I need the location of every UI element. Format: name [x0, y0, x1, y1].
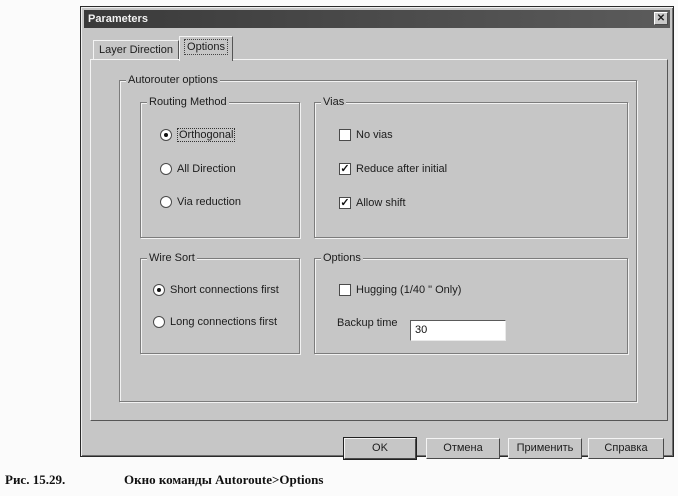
short-connections-first-label: Short connections first — [170, 284, 279, 296]
radio-button[interactable] — [160, 163, 172, 175]
wire-sort-group — [140, 252, 300, 354]
ok-button[interactable]: OK — [344, 438, 416, 459]
vias-group — [314, 96, 628, 238]
window-title: Parameters — [88, 13, 148, 25]
allow-shift-label: Allow shift — [356, 197, 406, 209]
hugging-label: Hugging (1/40 " Only) — [356, 284, 462, 296]
figure-number: Рис. 15.29. — [5, 472, 66, 487]
apply-button[interactable]: Применить — [508, 438, 582, 459]
routing-method-label: Routing Method — [149, 96, 227, 108]
routing-method-group — [140, 96, 300, 238]
all-direction-label: All Direction — [177, 163, 236, 175]
tab-layer-direction[interactable] — [93, 40, 179, 60]
options-label: Options — [323, 252, 361, 264]
radio-button-selected[interactable] — [160, 129, 172, 141]
tab-layer-direction-label: Layer Direction — [99, 44, 173, 56]
radio-button[interactable] — [160, 196, 172, 208]
options-tab-panel — [90, 59, 668, 421]
title-bar[interactable] — [84, 10, 670, 28]
tab-options-label: Options — [184, 39, 228, 55]
help-button[interactable]: Справка — [588, 438, 664, 459]
figure-caption: Окно команды Autoroute>Options — [124, 472, 324, 487]
backup-time-input[interactable]: 30 — [410, 320, 506, 341]
radio-button-selected[interactable] — [153, 284, 165, 296]
autorouter-options-label: Autorouter options — [128, 74, 218, 86]
close-icon: ✕ — [656, 13, 666, 24]
reduce-after-initial-label: Reduce after initial — [356, 163, 448, 175]
check-icon[interactable]: ✓ — [340, 163, 350, 175]
close-button[interactable] — [654, 12, 668, 25]
vias-label: Vias — [323, 96, 345, 108]
no-vias-label: No vias — [356, 129, 393, 141]
cancel-button[interactable]: Отмена — [426, 438, 500, 459]
backup-time-label: Backup time — [337, 317, 398, 329]
wire-sort-label: Wire Sort — [149, 252, 195, 264]
radio-button[interactable] — [153, 316, 165, 328]
checkbox-unchecked[interactable] — [339, 284, 351, 296]
tab-options[interactable] — [179, 36, 233, 61]
parameters-dialog — [80, 6, 674, 457]
checkbox-unchecked[interactable] — [339, 129, 351, 141]
via-reduction-label: Via reduction — [177, 196, 242, 208]
check-icon[interactable]: ✓ — [340, 197, 350, 209]
orthogonal-label: Orthogonal — [179, 129, 234, 141]
long-connections-first-label: Long connections first — [170, 316, 278, 328]
autorouter-options-group — [119, 74, 637, 402]
